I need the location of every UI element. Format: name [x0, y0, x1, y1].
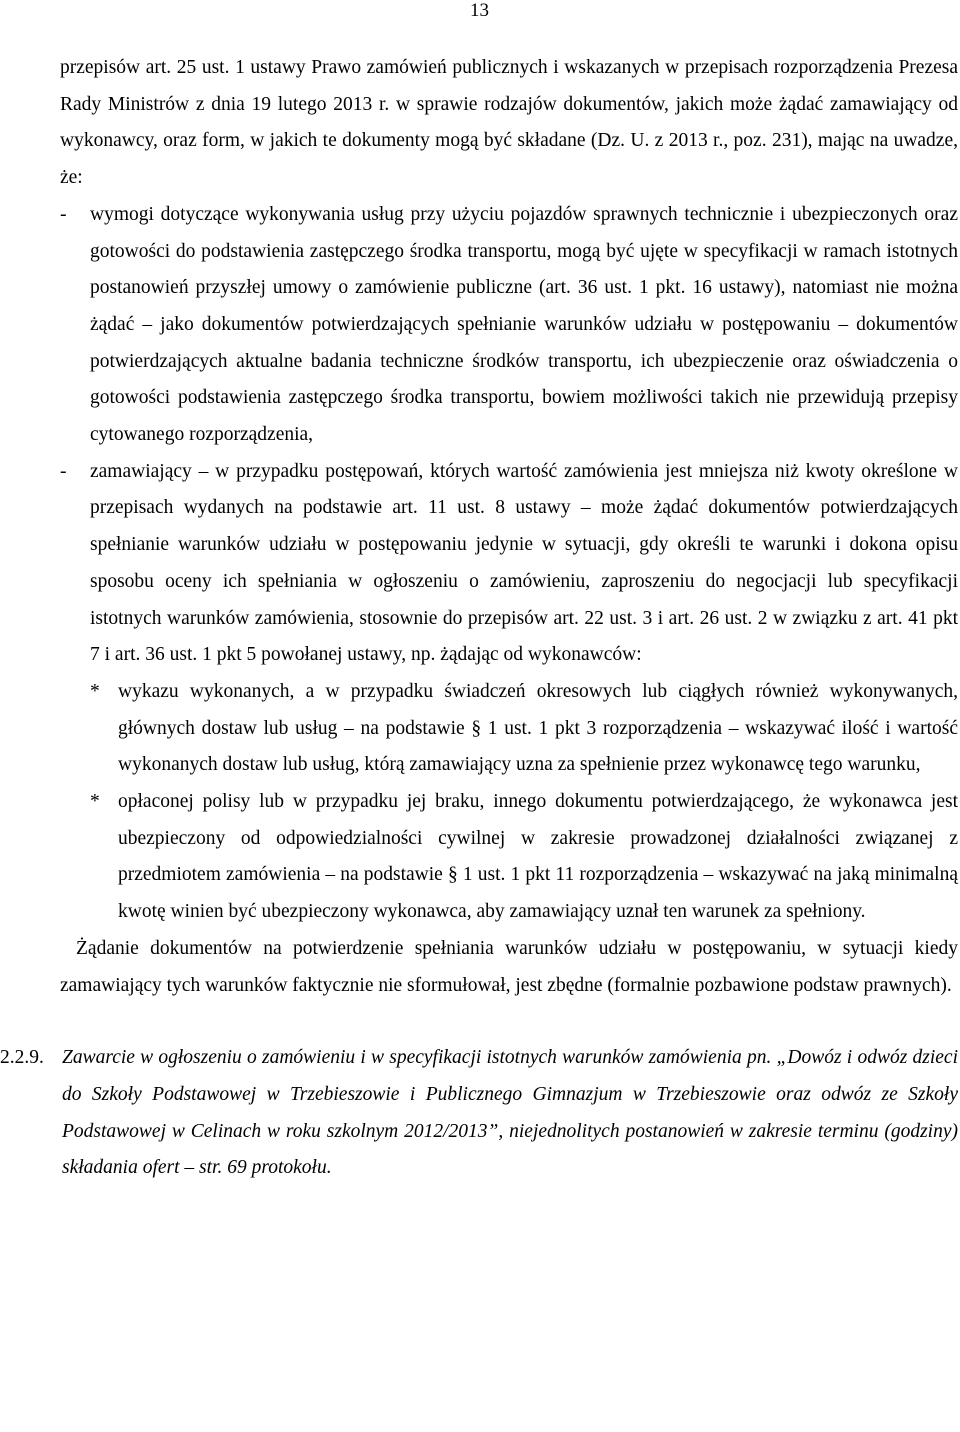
sub-bullet-marker: * [90, 680, 100, 702]
closing-paragraph: Żądanie dokumentów na potwierdzenie spełniania warunków udziału w postępowaniu, w sytuacji kiedy zamawiający tych warunków faktycznie nie sformułował, jest zbędne (formalnie pozbawione podstaw prawnych). [60, 937, 958, 996]
sub-bullet-text: opłaconej polisy lub w przypadku jej braku, innego dokumentu potwierdzającego, że wykonawca jest ubezpieczony od odpowiedzialności cywilnej w zakresie prowadzonej działalności związanej z przedmiotem zamówienia – na podstawie § 1 ust. 1 pkt 11 rozporządzenia – wskazywać na jaką minimalną kwotę winien być ubezpieczony wykonawca, aby zamawiający uznał ten warunek za spełniony. [118, 791, 958, 923]
page-number: 13 [470, 0, 489, 21]
document-body [0, 50, 958, 1187]
section-text: Zawarcie w ogłoszeniu o zamówieniu i w specyfikacji istotnych warunków zamówienia pn. „Dowóz i odwóz dzieci do Szkoły Podstawowej w Trzebieszowie i Publicznego Gimnazjum w Trzebieszowie oraz odwóz ze Szkoły Podstawowej w Celinach w roku szkolnym 2012/2013”, niejednolitych postanowień w zakresie terminu (godziny) składania ofert – str. 69 protokołu. [62, 1047, 958, 1179]
sub-bullet-item [90, 784, 958, 931]
sub-bullet-text: wykazu wykonanych, a w przypadku świadczeń okresowych lub ciągłych również wykonywanych, głównych dostaw lub usług – na podstawie § 1 ust. 1 pkt 3 rozporządzenia – wskazywać ilość i wartość wykonanych dostaw lub usług, którą zamawiający uzna za spełnienie przez wykonawcę tego warunku, [118, 680, 958, 776]
section-number: 2.2.9. [0, 1047, 44, 1069]
section-heading [0, 1040, 958, 1187]
bullet-text: wymogi dotyczące wykonywania usług przy użyciu pojazdów sprawnych technicznie i ubezpieczonych oraz gotowości do podstawienia zastępczego środka transportu, mogą być ujęte w specyfikacji w ramach istotnych postanowień przyszłej umowy o zamówienie publiczne (art. 36 ust. 1 pkt. 16 ustawy), natomiast nie można żądać – jako dokumentów potwierdzających spełnianie warunków udziału w postępowaniu – dokumentów potwierdzających aktualne badania techniczne środków transportu, ich ubezpieczenie oraz oświadczenia o gotowości podstawienia zastępczego środka transportu, bowiem możliwości takich nie przewidują przepisy cytowanego rozporządzenia, [90, 203, 958, 446]
sub-bullet-item [90, 674, 958, 784]
bullet-item [60, 454, 958, 674]
bullet-marker: - [60, 203, 67, 225]
bullet-item [60, 197, 958, 454]
bullet-text: zamawiający – w przypadku postępowań, których wartość zamówienia jest mniejsza niż kwoty określone w przepisach wydanych na podstawie art. 11 ust. 8 ustawy – może żądać dokumentów potwierdzających spełnianie warunków udziału w postępowaniu jedynie w sytuacji, gdy określi te warunki i dokona opisu sposobu oceny ich spełniania w ogłoszeniu o zamówieniu, zaproszeniu do negocjacji lub specyfikacji istotnych warunków zamówienia, stosownie do przepisów art. 22 ust. 3 i art. 26 ust. 2 w związku z art. 41 pkt 7 i art. 36 ust. 1 pkt 5 powołanej ustawy, np. żądając od wykonawców: [90, 460, 958, 666]
intro-paragraph: przepisów art. 25 ust. 1 ustawy Prawo zamówień publicznych i wskazanych w przepisach rozporządzenia Prezesa Rady Ministrów z dnia 19 lutego 2013 r. w sprawie rodzajów dokumentów, jakich może żądać zamawiający od wykonawcy, oraz form, w jakich te dokumenty mogą być składane (Dz. U. z 2013 r., poz. 231), mając na uwadze, że: [60, 57, 958, 189]
bullet-marker: - [60, 460, 67, 482]
sub-bullet-marker: * [90, 791, 100, 813]
